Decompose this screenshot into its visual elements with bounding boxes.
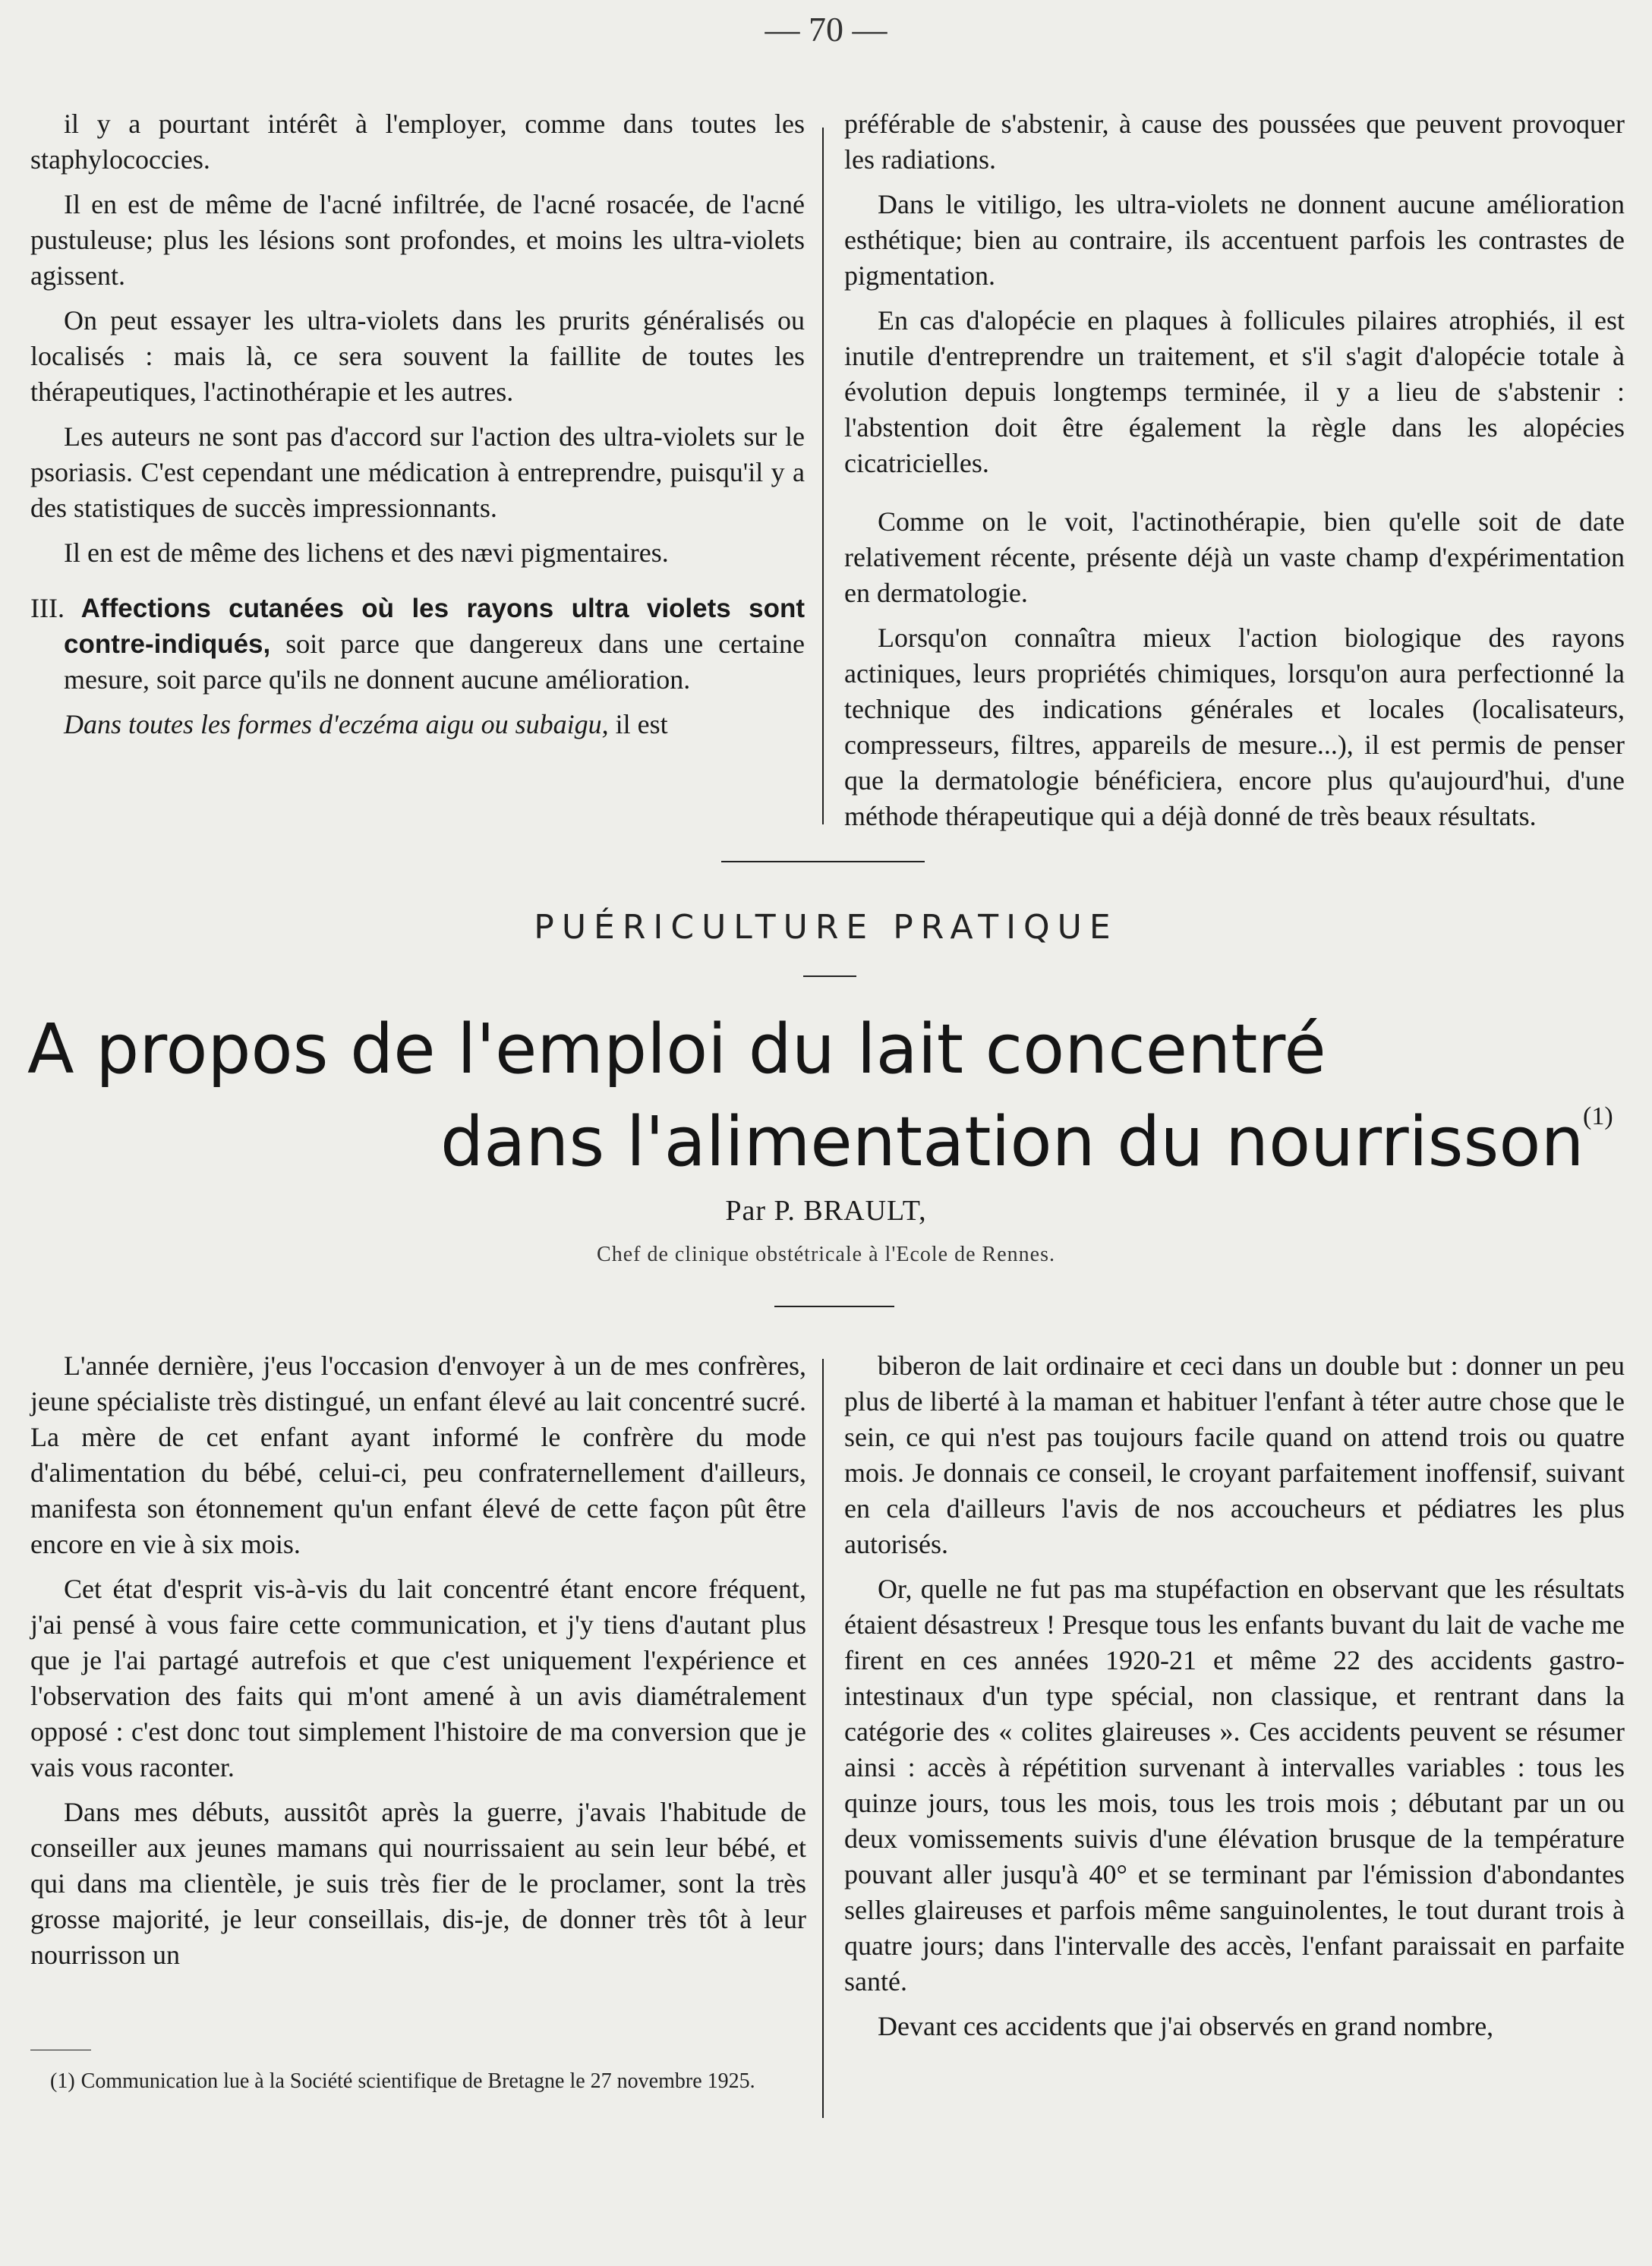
- section-heading: Affections cutanées où les rayons ultra violets sont contre-indiqués,: [64, 594, 806, 659]
- paragraph: Devant ces accidents que j'ai observés en grand nombre,: [878, 2011, 1494, 2041]
- section-text: soit parce que dangereux dans une certaine mesure, soit parce qu'ils ne donnent aucune amélioration.: [64, 629, 805, 695]
- paragraph: Il en est de même de l'acné infiltrée, de l'acné rosacée, de l'acné pustuleuse; plus les lésions sont profondes, et moins les ultra-violets agissent.: [30, 189, 805, 291]
- italic-lead: Dans toutes les formes d'eczéma aigu ou subaigu,: [64, 709, 609, 739]
- article-column-divider: [822, 1359, 824, 2118]
- page-number: — 70 —: [765, 10, 887, 49]
- paragraph: Cet état d'esprit vis-à-vis du lait concentré étant encore fréquent, j'ai pensé à vous faire cette communication, et j'y tiens d'autant plus que je l'ai partagé autrefois et que c'est uniquement l'expérience et l'observation des faits qui m'ont amené à un avis diamétralement opposé : c'est donc tout simplement l'histoire de ma conversion que je vais vous raconter.: [30, 1574, 806, 1782]
- byline: Par P. BRAULT,: [725, 1195, 927, 1227]
- top-column-divider: [822, 128, 824, 824]
- title-note-mark: (1): [1583, 1102, 1613, 1130]
- paragraph: Lorsqu'on connaîtra mieux l'action biologique des rayons actiniques, leurs propriétés chimiques, lorsqu'on aura perfectionné la technique des indications générales et locales (localisateurs, compresseurs, filtres, appareils de mesure...), il est permis de penser que la dermatologie bénéficiera, encore plus qu'aujourd'hui, d'une méthode thérapeutique qui a déjà donné de très beaux résultats.: [844, 622, 1625, 831]
- article-title-line-2: dans l'alimentation du nourrisson: [440, 1102, 1584, 1182]
- article-right-column: [844, 1348, 1625, 2053]
- footnote: [50, 2066, 809, 2097]
- paragraph: préférable de s'abstenir, à cause des poussées que peuvent provoquer les radiations.: [844, 109, 1625, 175]
- kicker-rule: [803, 975, 856, 977]
- section-number: III.: [30, 593, 65, 623]
- paragraph: Il en est de même des lichens et des nævi pigmentaires.: [64, 537, 669, 568]
- paragraph: En cas d'alopécie en plaques à follicules pilaires atrophiés, il est inutile d'entreprendre un traitement, et s'il s'agit d'alopécie totale à évolution depuis longtemps terminée, il y a lieu de s'abstenir : l'abstention doit être également la règle dans les alopécies cicatricielles.: [844, 305, 1625, 478]
- section-kicker: PUÉRICULTURE PRATIQUE: [534, 908, 1118, 947]
- paragraph: [30, 591, 805, 698]
- paragraph: [30, 707, 805, 742]
- paragraph-tail: il est: [608, 709, 668, 739]
- paragraph: Or, quelle ne fut pas ma stupéfaction en observant que les résultats étaient désastreux ! Presque tous les enfants buvant du lait de vache me firent en ces années 1920-21 et même 22 des accidents gastro-intestinaux d'un type spécial, non classique, et rentrant dans la catégorie des « colites glaireuses ». Ces accidents peuvent se résumer ainsi : accès à répétition survenant à intervalles variables : tous les quinze jours, tous les mois, tous les trois mois ; débutant par un ou deux vomissements suivis d'une élévation brusque de la température pouvant aller jusqu'à 40° et se terminant par l'émission d'abondantes selles glaireuses et parfois même sanguinolentes, le tout durant trois à quatre jours; dans l'intervalle des accès, l'enfant paraissait en parfaite santé.: [844, 1574, 1625, 1997]
- separator-rule-bottom: [774, 1306, 894, 1307]
- paragraph: On peut essayer les ultra-violets dans les prurits généralisés ou localisés : mais là, ce sera souvent la faillite de toutes les thérapeutiques, l'actinothérapie et les autres.: [30, 305, 805, 407]
- author-affiliation: Chef de clinique obstétricale à l'Ecole de Rennes.: [597, 1243, 1055, 1266]
- article-left-column: [30, 1348, 806, 1982]
- paragraph: L'année dernière, j'eus l'occasion d'envoyer à un de mes confrères, jeune spécialiste très distingué, un enfant élevé au lait concentré sucré. La mère de cet enfant ayant informé le confrère du mode d'alimentation du bébé, celui-ci, peu confraternellement d'ailleurs, manifesta son étonnement qu'un enfant élevé de cette façon pût être encore en vie à six mois.: [30, 1350, 806, 1559]
- paragraph: Dans mes débuts, aussitôt après la guerre, j'avais l'habitude de conseiller aux jeunes mamans qui nourrissaient au sein leur bébé, et qui dans ma clientèle, je suis très fier de le proclamer, sont la très grosse majorité, je leur conseillais, dis-je, de donner très tôt à leur nourrisson un: [30, 1797, 806, 1970]
- paragraph: il y a pourtant intérêt à l'employer, comme dans toutes les staphylococcies.: [30, 109, 805, 175]
- footnote-text: Communication lue à la Société scientifique de Bretagne le 27 novembre 1925.: [80, 2069, 755, 2093]
- paragraph: Les auteurs ne sont pas d'accord sur l'action des ultra-violets sur le psoriasis. C'est cependant une médication à entreprendre, puisqu'il y a des statistiques de succès impressionnants.: [30, 421, 805, 523]
- article-title-line-1: A propos de l'emploi du lait concentré: [27, 1010, 1326, 1089]
- top-left-column: [30, 106, 805, 752]
- paragraph: Dans le vitiligo, les ultra-violets ne donnent aucune amélioration esthétique; bien au contraire, ils accentuent parfois les contrastes de pigmentation.: [844, 189, 1625, 291]
- separator-rule-top: [721, 861, 925, 862]
- paragraph: biberon de lait ordinaire et ceci dans un double but : donner un peu plus de liberté à la maman et habituer l'enfant à téter autre chose que le sein, ce qui n'est pas toujours facile quand on attend trois ou quatre mois. Je donnais ce conseil, le croyant parfaitement inoffensif, suivant en cela d'ailleurs l'avis de nos accoucheurs et pédiatres les plus autorisés.: [844, 1350, 1625, 1559]
- footnote-mark: (1): [50, 2069, 75, 2093]
- paragraph: Comme on le voit, l'actinothérapie, bien qu'elle soit de date relativement récente, présente déjà un vaste champ d'expérimentation en dermatologie.: [844, 506, 1625, 608]
- top-right-column: [844, 106, 1625, 843]
